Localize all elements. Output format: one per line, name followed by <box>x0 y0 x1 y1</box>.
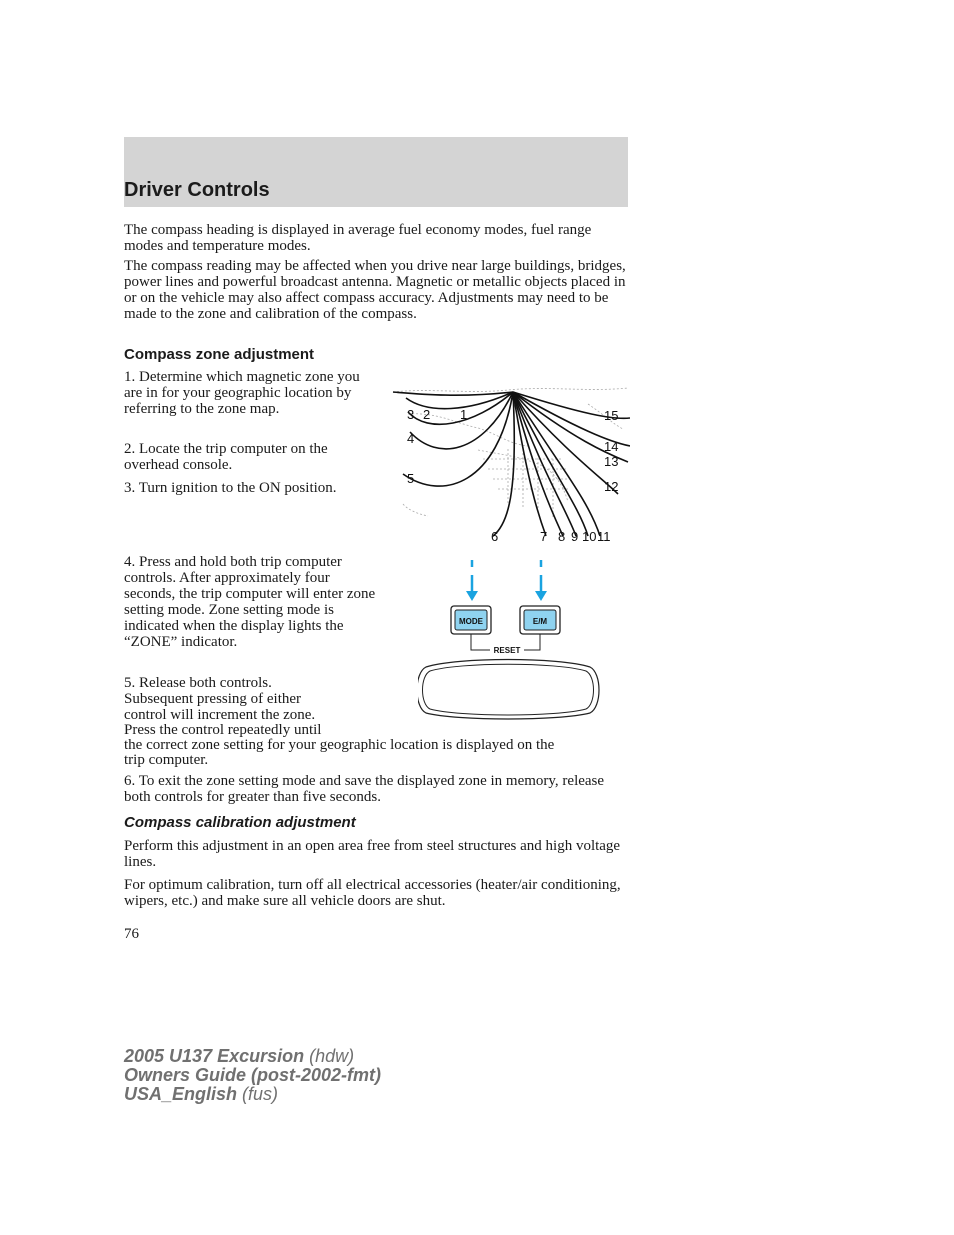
intro-paragraph-1: The compass heading is displayed in average fuel economy modes, fuel range modes and temperature modes. <box>124 222 592 254</box>
zone-label: 2 <box>423 407 431 422</box>
step-6: 6. To exit the zone setting mode and save the displayed zone in memory, release both controls for greater than five seconds. <box>124 773 605 805</box>
trip-computer-controls-figure <box>418 555 603 720</box>
zone-map-figure <box>388 384 630 544</box>
calibration-heading: Compass calibration adjustment <box>124 814 356 831</box>
calibration-paragraph-1: Perform this adjustment in an open area free from steel structures and high voltage lines. <box>124 838 621 870</box>
arrows <box>466 560 547 601</box>
calibration-paragraph-2: For optimum calibration, turn off all electrical accessories (heater/air conditioning, wipers, etc.) and make sure all vehicle doors are shut. <box>124 877 621 909</box>
step-5-line-1: 5. Release both controls. <box>124 675 272 691</box>
zone-label: 4 <box>407 431 415 446</box>
zone-label: 11 <box>597 529 611 544</box>
zone-label: 10 <box>582 529 597 544</box>
zone-label: 1 <box>460 407 468 422</box>
step-5-line-4: Press the control repeatedly until <box>124 722 322 738</box>
zone-label: 9 <box>571 529 579 544</box>
page-title: Driver Controls <box>124 179 270 201</box>
intro-paragraph-2: The compass reading may be affected when you drive near large buildings, bridges, power lines and powerful broadcast antenna. Magnetic or metallic objects placed in or on the vehicle may also affect compass accuracy. Adjustments may need to be made to the zone and calibration of the compass. <box>124 258 626 322</box>
step-5-line-3: control will increment the zone. <box>124 707 316 723</box>
compass-zone-heading: Compass zone adjustment <box>124 346 315 363</box>
footer <box>124 1047 381 1104</box>
em-button-label: E/M <box>532 617 548 626</box>
reset-label: RESET <box>493 646 521 655</box>
zone-label: 3 <box>407 407 415 422</box>
step-5-line-2: Subsequent pressing of either <box>124 691 302 707</box>
zone-label: 8 <box>558 529 566 544</box>
zone-label: 6 <box>491 529 499 544</box>
zone-label: 14 <box>604 439 619 454</box>
step-1: 1. Determine which magnetic zone you are in for your geographic location by referring to the zone map. <box>124 369 360 417</box>
zone-label: 5 <box>407 471 415 486</box>
overhead-console-outline <box>418 660 599 720</box>
page-number: 76 <box>124 926 139 942</box>
reset-bracket <box>471 634 540 655</box>
zone-label: 12 <box>604 479 619 494</box>
mode-button-label: MODE <box>459 617 483 626</box>
footer-language: USA_English <box>124 1084 238 1104</box>
zone-label: 15 <box>604 408 619 423</box>
footer-language-code: (fus) <box>237 1084 279 1104</box>
step-5-line-6: trip computer. <box>124 752 209 768</box>
step-2: 2. Locate the trip computer on the overhead console. <box>124 441 328 473</box>
arrow-head-icon <box>466 591 478 601</box>
zone-label: 13 <box>604 454 619 469</box>
footer-guide: Owners Guide (post-2002-fmt) <box>124 1065 382 1085</box>
arrow-head-icon <box>535 591 547 601</box>
footer-model-code: (hdw) <box>304 1046 355 1066</box>
em-button[interactable] <box>520 606 560 634</box>
step-4: 4. Press and hold both trip computer controls. After approximately four seconds, the trip computer will enter zone setting mode. Zone setting mode is indicated when the display lights the “ZONE” indicator. <box>124 554 376 650</box>
step-3: 3. Turn ignition to the ON position. <box>124 480 337 496</box>
zone-label: 7 <box>540 529 548 544</box>
footer-model: 2005 U137 Excursion <box>124 1046 305 1066</box>
step-5-line-5: the correct zone setting for your geographic location is displayed on the <box>124 737 555 753</box>
mode-button[interactable] <box>451 606 491 634</box>
